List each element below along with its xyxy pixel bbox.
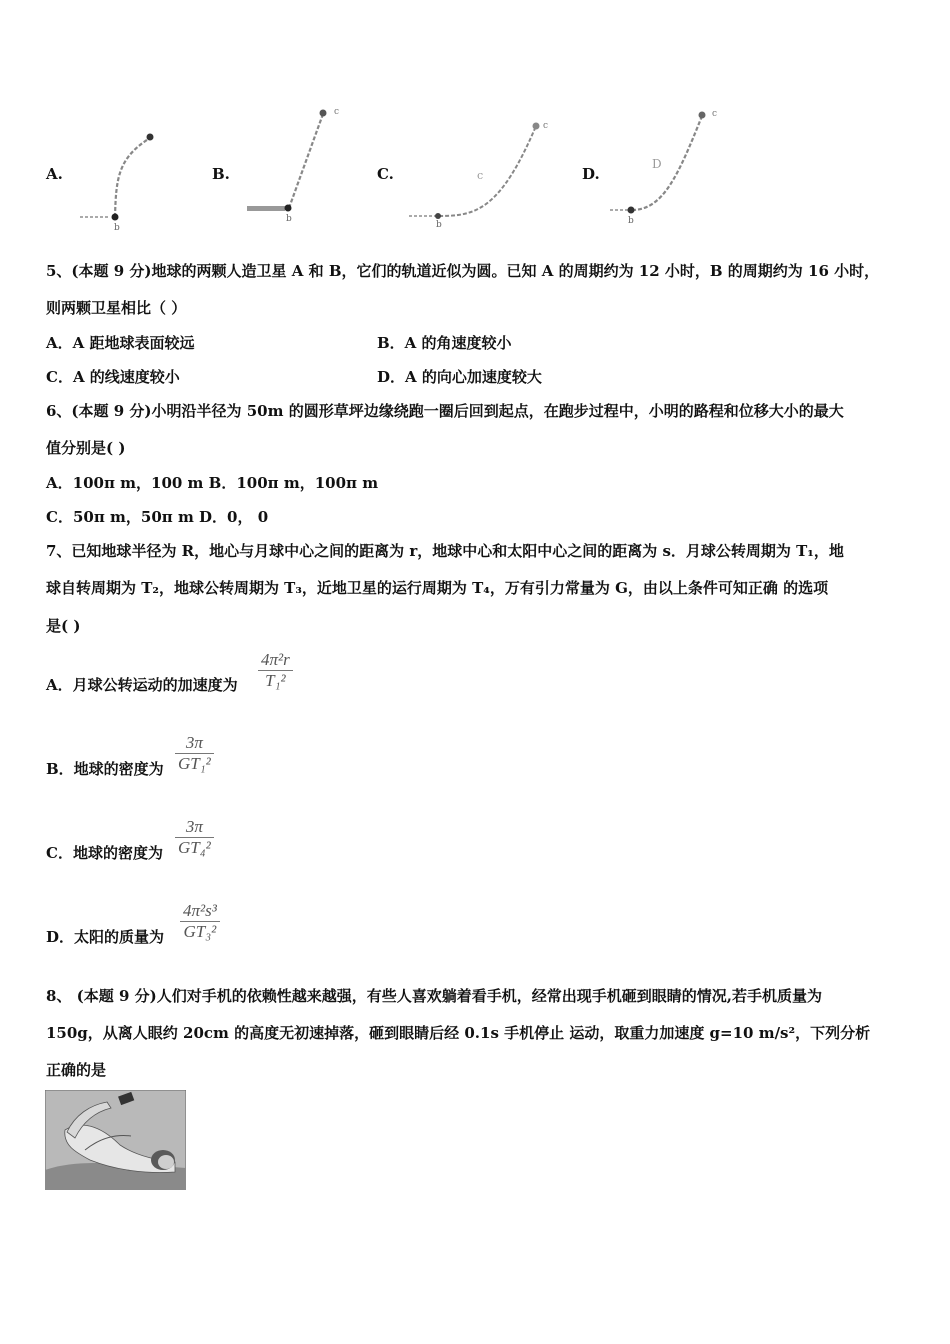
q7-formula-c [175, 817, 214, 858]
trajectory-figure-d [608, 106, 728, 228]
q7-option-d: D．太阳的质量为 [46, 928, 165, 946]
formula-d-denominator: GT₃² [183, 922, 217, 941]
q7-formula-d [180, 901, 220, 942]
d-mark: D [652, 157, 662, 171]
figure-label-c: C. [377, 165, 394, 183]
svg-text:b: b [286, 214, 292, 224]
q5-option-d: D．A 的向心加速度较大 [377, 368, 542, 386]
q7-option-b: B．地球的密度为 [46, 760, 164, 778]
q7-stem-line2: 球自转周期为 T₂，地球公转周期为 T₃，近地卫星的运行周期为 T₄，万有引力常量为 G，由以上条件可知正确 的选项 [46, 579, 829, 597]
formula-a-numerator: 4π²r [261, 650, 290, 669]
c-mark-d: c [712, 109, 718, 119]
q7-stem-line1: 7、已知地球半径为 R，地心与月球中心之间的距离为 r，地球中心和太阳中心之间的距离为 s．月球公转周期为 T₁，地 [46, 542, 844, 560]
q7-formula-b [175, 733, 214, 774]
figure-label-d: D. [582, 165, 600, 183]
q7-option-c: C．地球的密度为 [46, 844, 163, 862]
c-mark-b: c [334, 107, 340, 117]
q6-options-line2: C．50π m，50π m D．0， 0 [46, 508, 269, 526]
q6-stem-line2: 值分别是( ) [46, 439, 126, 457]
c-mark-c2: c [477, 169, 484, 182]
formula-d-numerator: 4π²s³ [183, 901, 217, 920]
q5-option-a: A．A 距地球表面较远 [46, 334, 195, 352]
formula-b-numerator: 3π [185, 733, 203, 752]
q6-stem-line1: 6、(本题 9 分)小明沿半径为 50m 的圆形草坪边缘绕跑一圈后回到起点，在跑步过程中，小明的路程和位移大小的最大 [46, 402, 844, 420]
formula-a-denominator: T₁² [265, 671, 286, 690]
svg-text:b: b [114, 223, 120, 233]
q5-stem-line2: 则两颗卫星相比（ ） [46, 299, 187, 317]
q6-options-line1: A．100π m，100 m B．100π m，100π m [46, 474, 379, 492]
q5-option-c: C．A 的线速度较小 [46, 368, 180, 386]
q5-option-b: B．A 的角速度较小 [377, 334, 512, 352]
c-mark-c1: c [543, 121, 549, 131]
q8-stem-line1: 8、 (本题 9 分)人们对手机的依赖性越来越强，有些人喜欢躺着看手机，经常出现手机砸到眼睛的情况,若手机质量为 [46, 987, 822, 1005]
formula-c-denominator: GT₄² [178, 838, 211, 857]
q8-stem-line3: 正确的是 [46, 1061, 107, 1079]
q8-stem-line2: 150g，从离人眼约 20cm 的高度无初速掉落，砸到眼睛后经 0.1s 手机停止 运动，取重力加速度 g=10 m/s²，下列分析 [46, 1024, 871, 1042]
trajectory-figure-a [78, 128, 168, 234]
svg-text:b: b [628, 216, 634, 226]
figure-label-b: B. [212, 165, 230, 183]
trajectory-figure-b [245, 104, 345, 226]
q7-stem-line3: 是( ) [46, 617, 81, 635]
q5-stem-line1: 5、(本题 9 分)地球的两颗人造卫星 A 和 B，它们的轨道近似为圆。已知 A 的周期约为 12 小时，B 的周期约为 16 小时， [46, 262, 880, 280]
person-lying-with-phone-photo [45, 1090, 186, 1190]
q7-formula-a [258, 650, 293, 691]
svg-text:b: b [436, 220, 442, 228]
formula-b-denominator: GT₁² [178, 754, 211, 773]
trajectory-figure-c [405, 116, 565, 228]
q7-option-a: A．月球公转运动的加速度为 [46, 676, 238, 694]
figure-label-a: A. [46, 165, 63, 183]
formula-c-numerator: 3π [185, 817, 203, 836]
